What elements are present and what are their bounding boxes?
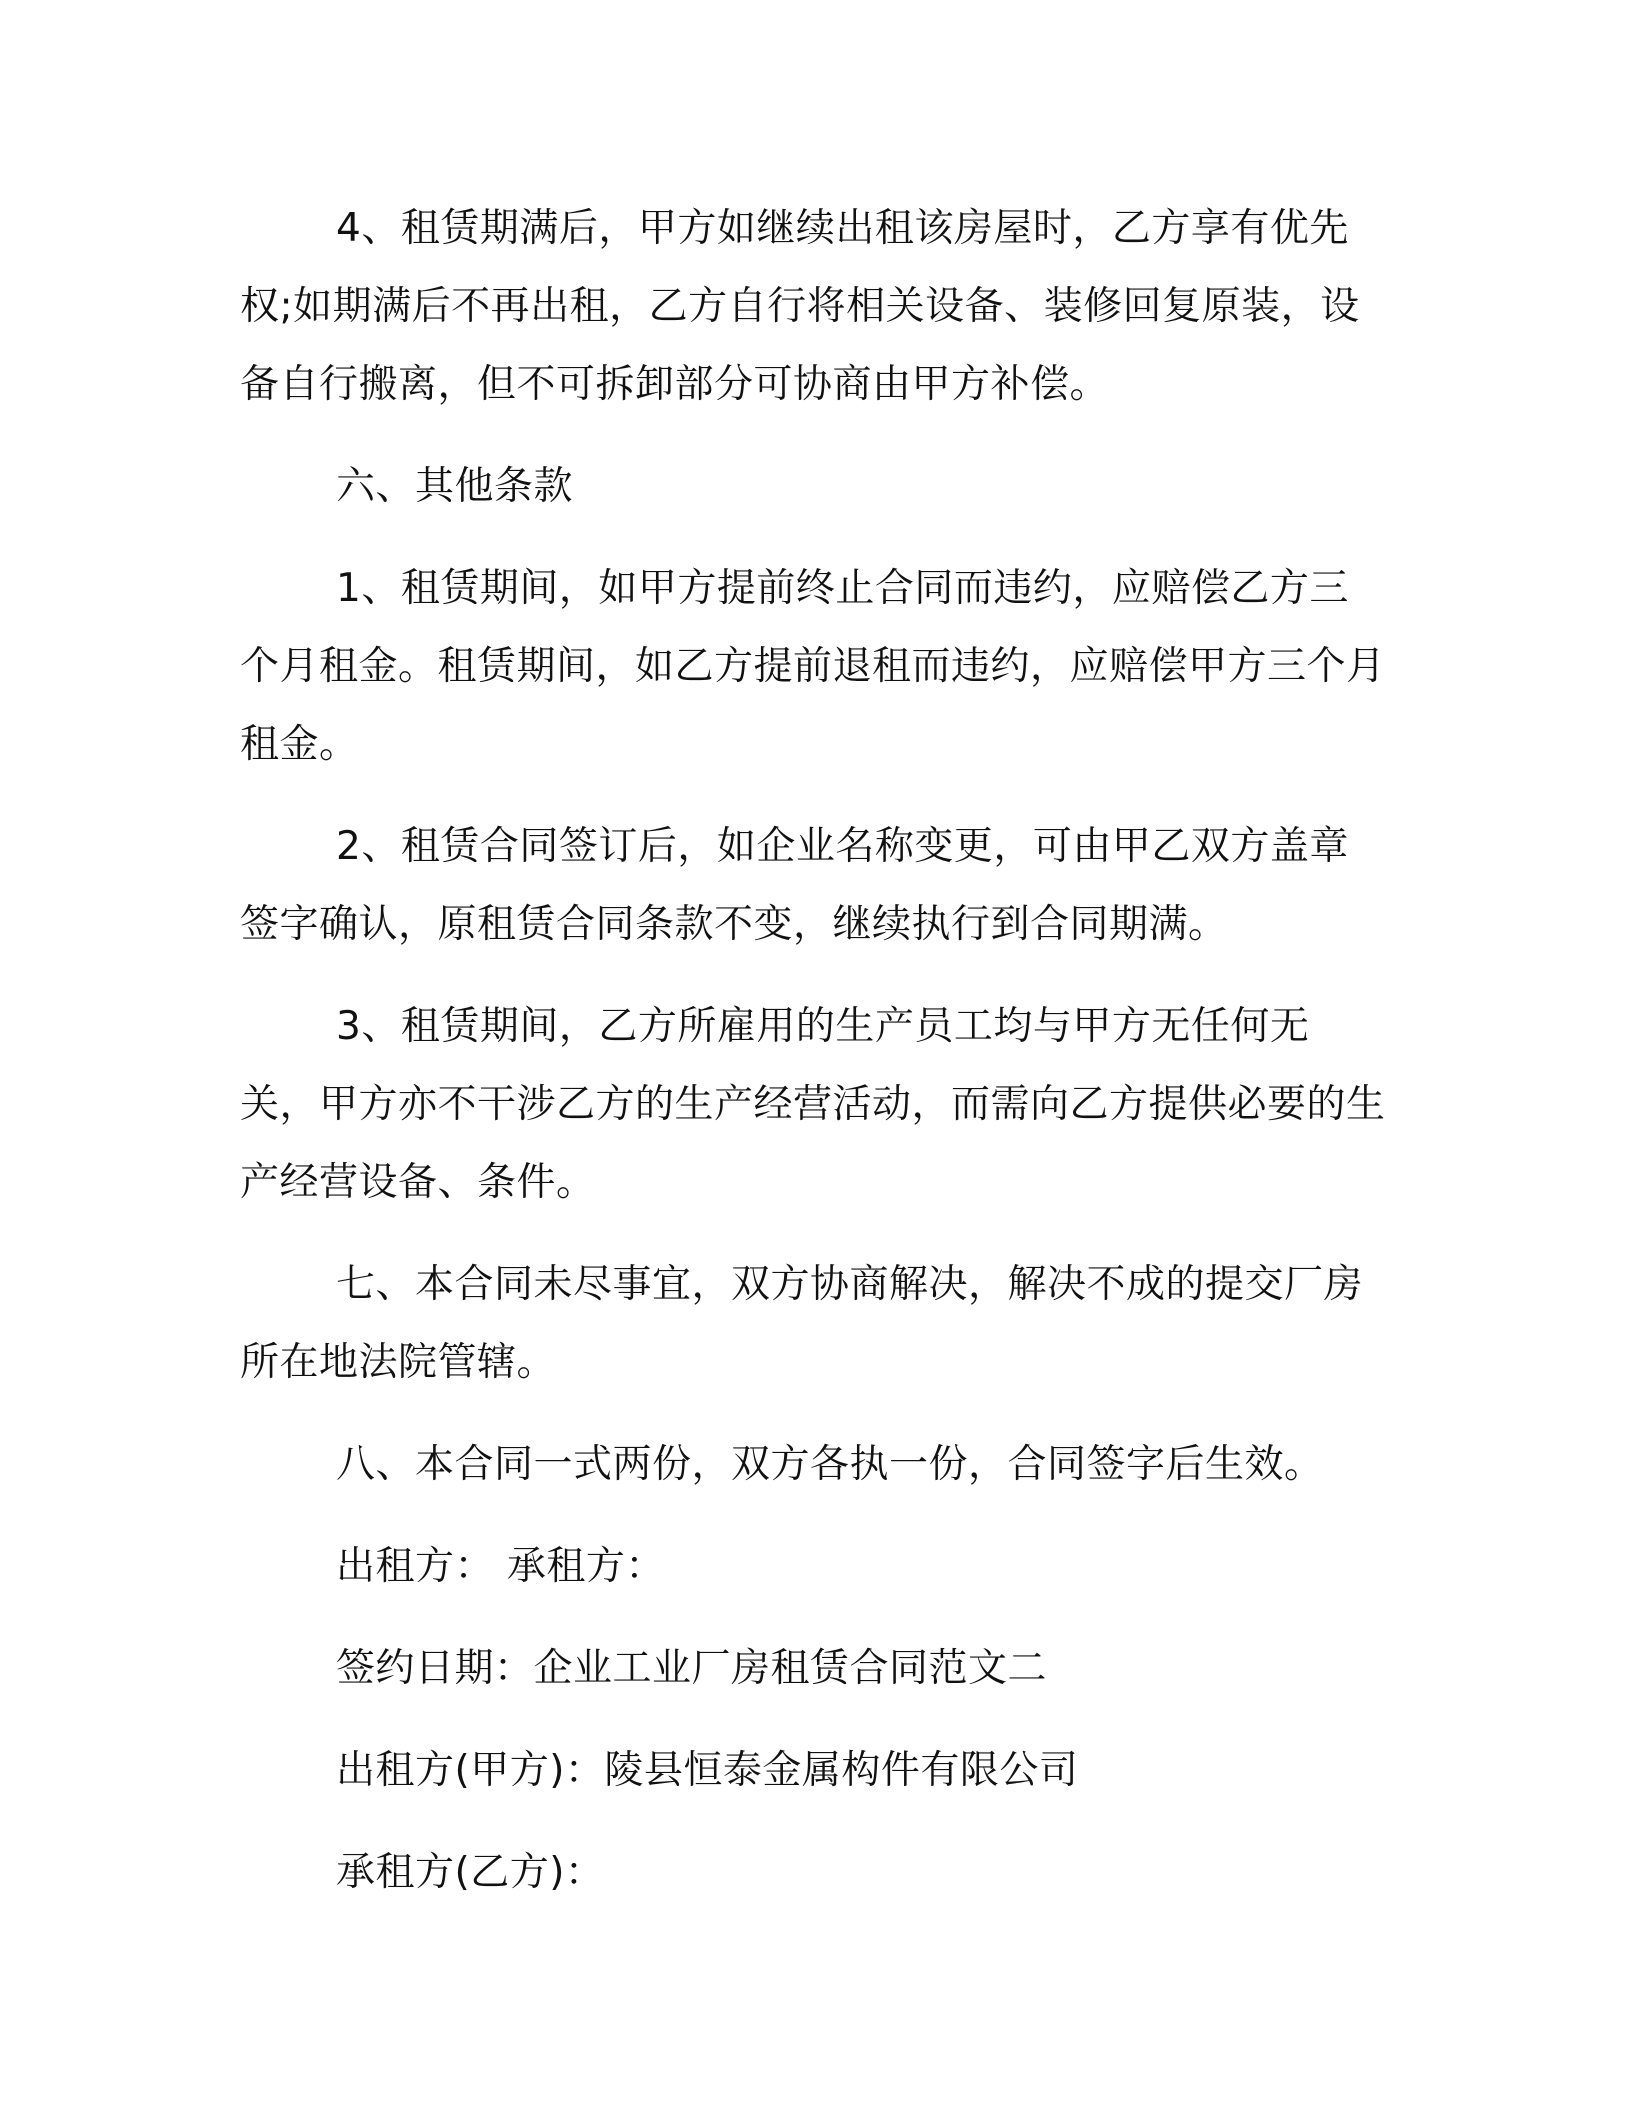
signing-date-line: 签约日期：企业工业厂房租赁合同范文二: [336, 1646, 1048, 1691]
section-heading-other-terms: 六、其他条款: [336, 464, 574, 509]
clause-3-employees: 3、租赁期间，乙方所雇用的生产员工均与甲方无任何无关，甲方亦不干涉乙方的生产经营活动，而需向乙方提供必要的生产经营设备、条件。: [240, 1004, 1386, 1205]
clause-2-name-change: 2、租赁合同签订后，如企业名称变更，可由甲乙双方盖章签字确认，原租赁合同条款不变，继续执行到合同期满。: [240, 824, 1349, 947]
lessor-party-a-line: 出租方(甲方)：陵县恒泰金属构件有限公司: [336, 1748, 1079, 1793]
clause-1-early-termination: 1、租赁期间，如甲方提前终止合同而违约，应赔偿乙方三个月租金。租赁期间，如乙方提前退租而违约，应赔偿甲方三个月租金。: [240, 566, 1386, 767]
document-body: [240, 190, 1388, 1936]
lessee-party-b-line: 承租方(乙方)：: [336, 1850, 605, 1895]
clause-eight-copies: 八、本合同一式两份，双方各执一份，合同签字后生效。: [336, 1442, 1324, 1487]
signature-parties-line: 出租方： 承租方：: [336, 1544, 665, 1589]
clause-seven-disputes: 七、本合同未尽事宜，双方协商解决，解决不成的提交厂房所在地法院管辖。: [240, 1262, 1364, 1385]
clause-4-renewal-priority: 4、租赁期满后，甲方如继续出租该房屋时，乙方享有优先权;如期满后不再出租，乙方自行将相关设备、装修回复原装，设备自行搬离，但不可拆卸部分可协商由甲方补偿。: [240, 206, 1360, 407]
